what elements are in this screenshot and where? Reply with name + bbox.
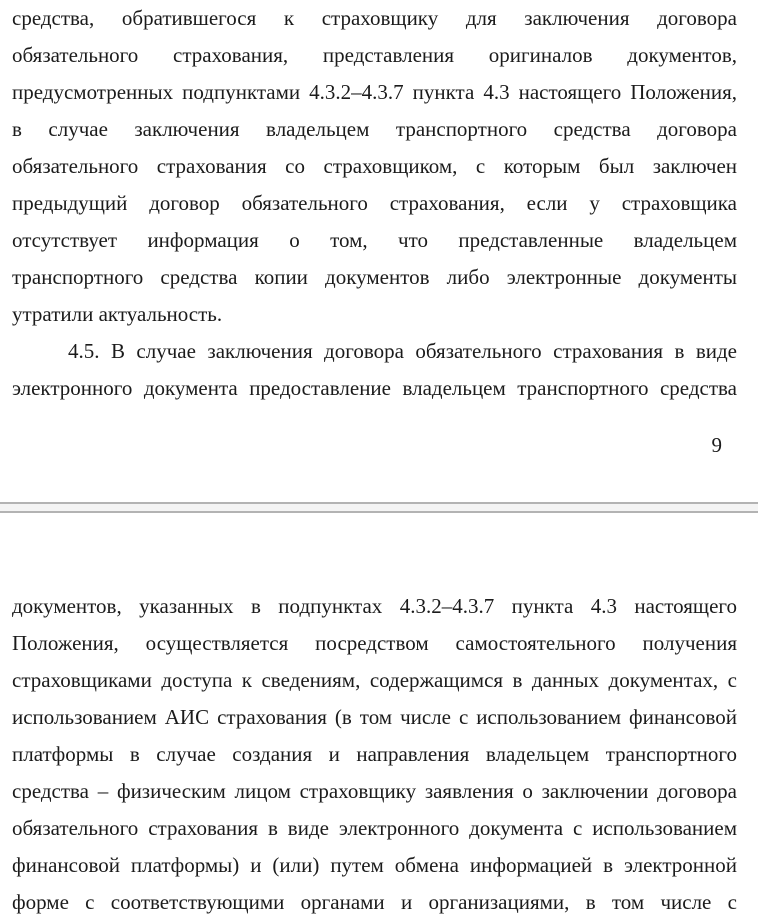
page-number: 9 [711,433,722,457]
text-line: предыдущий договор обязательного страхования, если у страховщика [12,191,737,215]
text-line: финансовой платформы) и (или) путем обмена информацией в электронной [12,853,737,877]
text-line: электронного документа предоставление владельцем транспортного средства [12,376,737,400]
page-separator [0,502,758,513]
text-line: отсутствует информация о том, что представленные владельцем [12,228,737,252]
text-line: средства – физическим лицом страховщику заявления о заключении договора [12,779,737,803]
text-line: платформы в случае создания и направления владельцем транспортного [12,742,737,766]
text-line: страховщиками доступа к сведениям, содержащимся в данных документах, с [12,668,737,692]
text-line: обязательного страхования, представления оригиналов документов, [12,43,737,67]
text-line: транспортного средства копии документов либо электронные документы [12,265,737,289]
text-line: средства, обратившегося к страховщику для заключения договора [12,6,737,30]
text-line: 4.5. В случае заключения договора обязательного страхования в виде [68,339,737,363]
document-page-2 [0,513,758,915]
text-line: обязательного страхования в виде электронного документа с использованием [12,816,737,840]
text-line: использованием АИС страхования (в том числе с использованием финансовой [12,705,737,729]
text-line: обязательного страхования со страховщиком, с которым был заключен [12,154,737,178]
text-line: документов, указанных в подпунктах 4.3.2–4.3.7 пункта 4.3 настоящего [12,594,737,618]
text-line: предусмотренных подпунктами 4.3.2–4.3.7 пункта 4.3 настоящего Положения, [12,80,737,104]
text-line: утратили актуальность. [12,302,223,326]
text-line: форме с соответствующими органами и организациями, в том числе с [12,890,737,914]
text-line: Положения, осуществляется посредством самостоятельного получения [12,631,737,655]
text-line: в случае заключения владельцем транспортного средства договора [12,117,737,141]
